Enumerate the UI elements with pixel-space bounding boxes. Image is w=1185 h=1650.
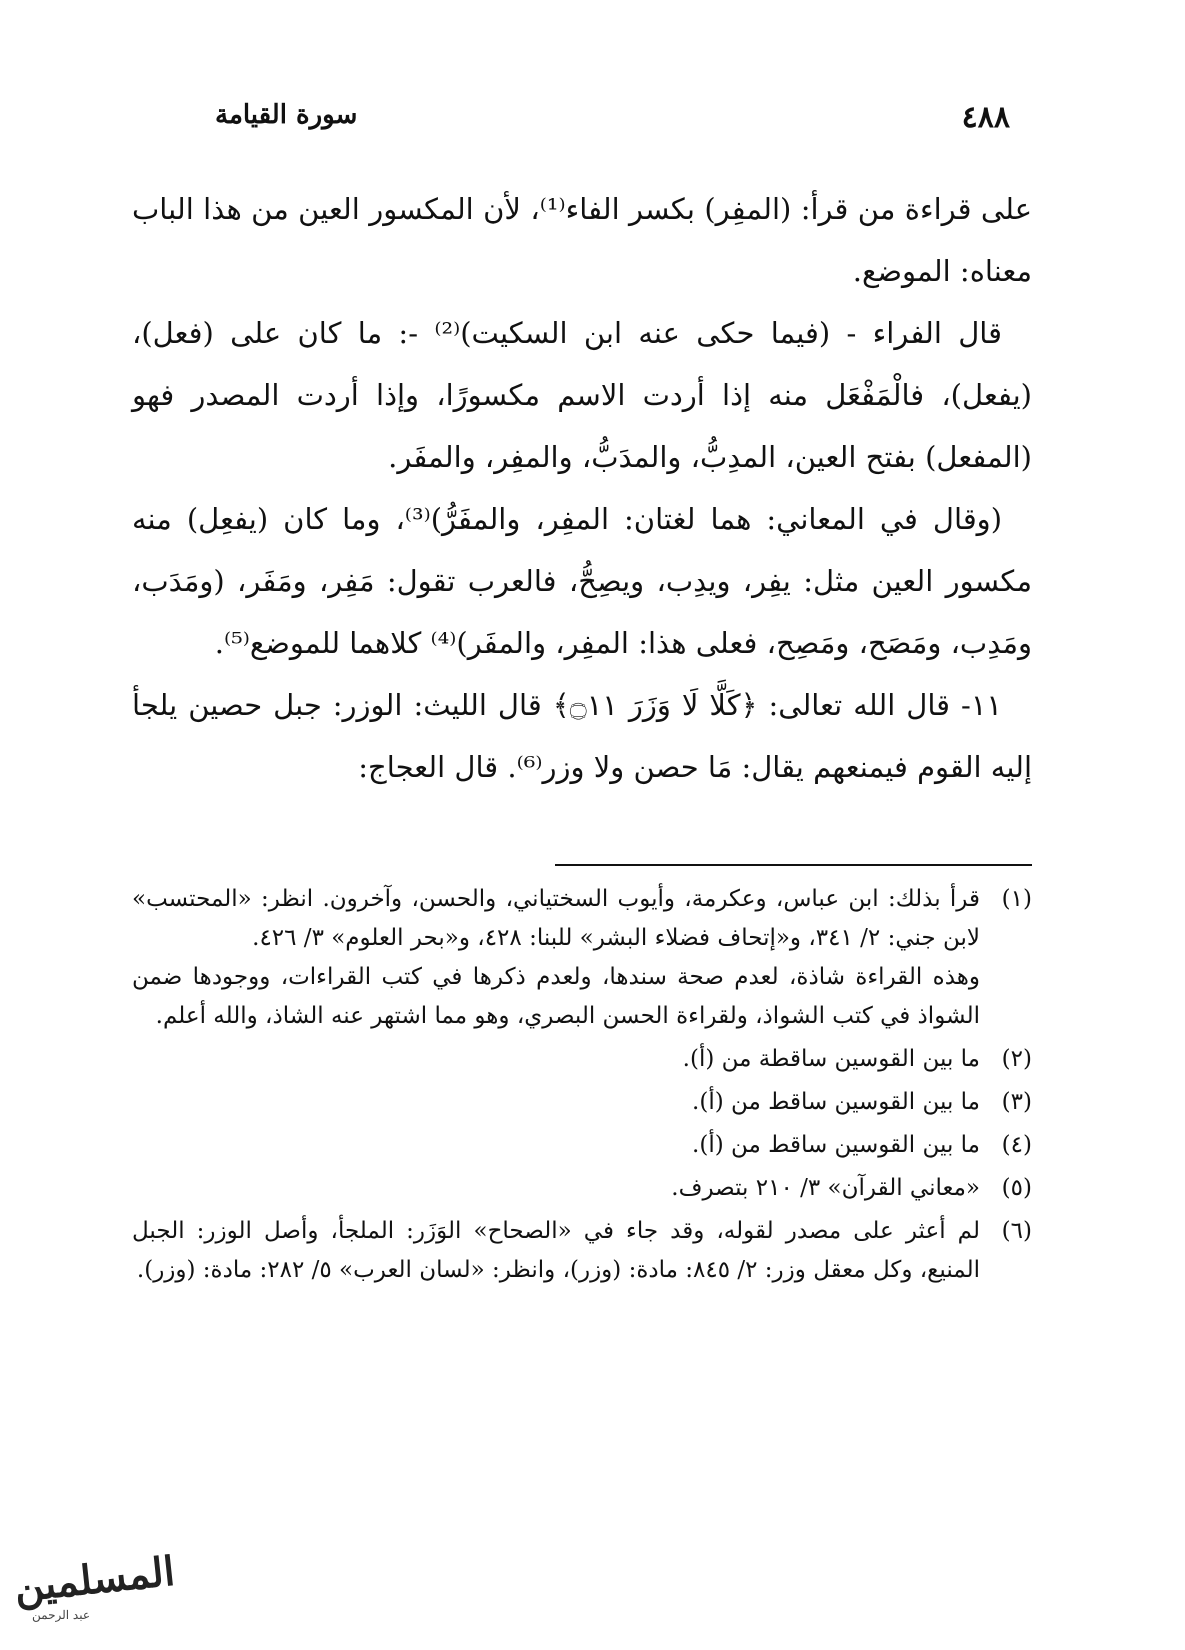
footnote-number: (٤) xyxy=(1001,1132,1032,1158)
footnote-3 xyxy=(132,1083,1032,1122)
footnote-text: ما بين القوسين ساقطة من (أ). xyxy=(682,1046,980,1072)
footnote-number: (٥) xyxy=(1001,1175,1032,1201)
footnote-1 xyxy=(132,880,1032,1036)
body-paragraph: ١١- قال الله تعالى: ﴿كَلَّا لَا وَزَرَ ۝١١﴾ قال الليث: الوزر: جبل حصين يلجأ إليه القوم فيمنعهم يقال: مَا حصن ولا وزر⁽⁶⁾. قال العجاج: xyxy=(132,688,1032,784)
main-text xyxy=(132,178,1032,798)
footnote-5 xyxy=(132,1169,1032,1208)
body-paragraph: على قراءة من قرأ: (المفِر) بكسر الفاء⁽¹⁾، لأن المكسور العين من هذا الباب معناه: الموضع. xyxy=(132,192,1032,288)
body-paragraph: قال الفراء - (فيما حكى عنه ابن السكيت)⁽²⁾ -: ما كان على (فعل)، (يفعل)، فالْمَفْعَل منه إذا أردت الاسم مكسورًا، وإذا أردت المصدر فهو (المفعل) بفتح العين، المدِبُّ، والمدَبُّ، والمفِر، والمفَر. xyxy=(132,316,1032,474)
logo-wordmark: المسلمين xyxy=(11,1547,178,1612)
footnote-number: (٦) xyxy=(1001,1218,1032,1244)
page-header xyxy=(215,100,1010,140)
footnote-text: لم أعثر على مصدر لقوله، وقد جاء في «الصحاح» الوَزَر: الملجأ، وأصل الوزر: الجبل المنيع، وكل معقل وزر: ٢/ ٨٤٥: مادة: (وزر)، وانظر: «لسان العرب» ٥/ ٢٨٢: مادة: (وزر). xyxy=(132,1218,980,1283)
footnote-separator xyxy=(555,864,1032,866)
body-paragraph: (وقال في المعاني: هما لغتان: المفِر، والمفَرُّ)⁽³⁾، وما كان (يفعِل) منه مكسور العين مثل: يفِر، ويدِب، ويصِحُّ، فالعرب تقول: مَفِر، ومَفَر، (ومَدَب، ومَدِب، ومَصَح، ومَصِح، فعلى هذا: المفِر، والمفَر)⁽⁴⁾ كلاهما للموضع⁽⁵⁾. xyxy=(132,502,1032,660)
footnotes xyxy=(132,880,1032,1294)
page-number: ٤٨٨ xyxy=(961,100,1010,135)
footnote-text: وهذه القراءة شاذة، لعدم صحة سندها، ولعدم ذكرها في كتب القراءات، ووجودها ضمن الشواذ في كتب الشواذ، ولقراءة الحسن البصري، وهو مما اشتهر عنه الشاذ، والله أعلم. xyxy=(132,964,980,1029)
footnote-4 xyxy=(132,1126,1032,1165)
running-title: سورة القيامة xyxy=(215,100,358,130)
footnote-text: قرأ بذلك: ابن عباس، وعكرمة، وأيوب السختياني، والحسن، وآخرون. انظر: «المحتسب» لابن جني: ٢/ ٣٤١، و«إتحاف فضلاء البشر» للبنا: ٤٢٨، و«بحر العلوم» ٣/ ٤٢٦. xyxy=(132,886,980,951)
footnote-text: ما بين القوسين ساقط من (أ). xyxy=(692,1132,980,1158)
publisher-logo xyxy=(8,1547,178,1640)
footnote-2 xyxy=(132,1040,1032,1079)
footnote-number: (١) xyxy=(1001,886,1032,912)
footnote-text: ما بين القوسين ساقط من (أ). xyxy=(692,1089,980,1115)
footnote-number: (٢) xyxy=(1001,1046,1032,1072)
footnote-text: «معاني القرآن» ٣/ ٢١٠ بتصرف. xyxy=(671,1175,980,1201)
footnote-6 xyxy=(132,1212,1032,1290)
logo-subtext: عبد الرحمن xyxy=(32,1608,90,1622)
footnote-number: (٣) xyxy=(1001,1089,1032,1115)
